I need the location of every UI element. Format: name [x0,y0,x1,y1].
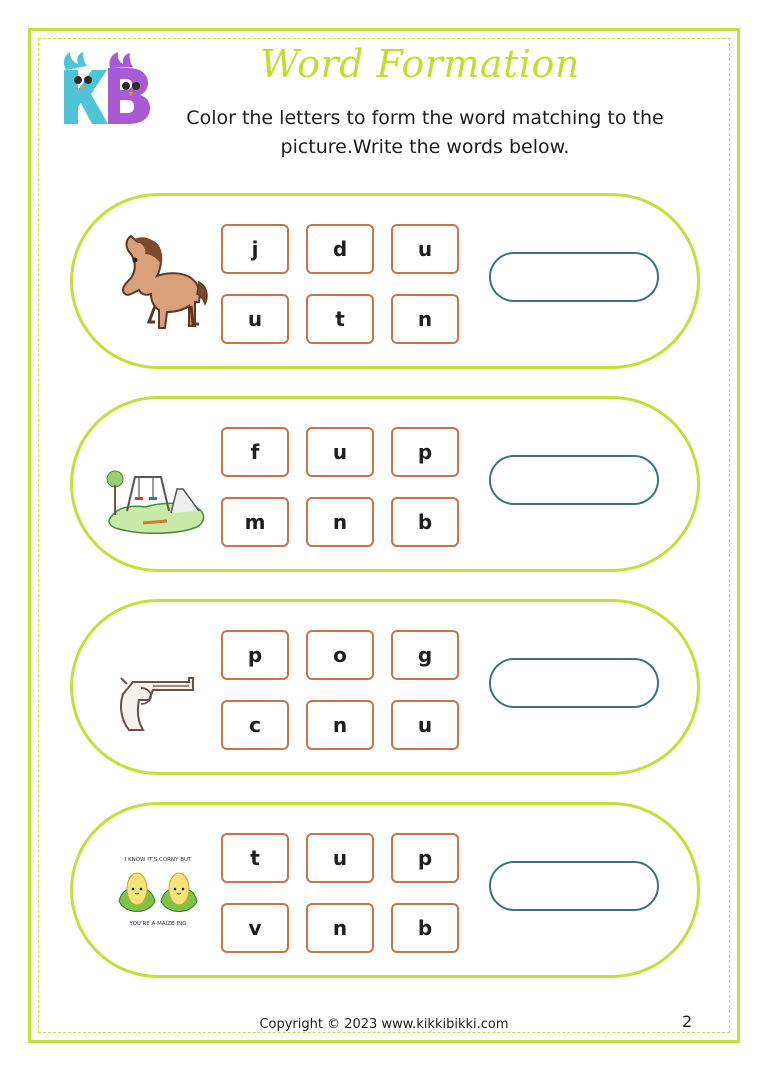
word-row-3 [70,599,700,775]
letter-tile[interactable]: m [221,497,289,547]
letter-tile[interactable]: p [391,833,459,883]
letter-tile[interactable]: t [306,294,374,344]
instructions-line-1: Color the letters to form the word matching to the [186,107,664,129]
letter-tile[interactable]: u [306,427,374,477]
page-number: 2 [682,1012,693,1031]
word-row-2 [70,396,700,572]
corn-caption-bottom: YOU'RE A-MAIZE-ING [129,921,187,927]
instructions-line-2: picture.Write the words below. [280,136,570,158]
letter-tile[interactable]: n [391,294,459,344]
gun-icon [103,630,213,748]
corn-icon [115,867,201,917]
letter-tile[interactable]: f [221,427,289,477]
word-row-4 [70,802,700,978]
letter-tile[interactable]: n [306,700,374,750]
letter-tile[interactable]: u [391,224,459,274]
letter-tile[interactable]: b [391,903,459,953]
corn-caption-top: I KNOW IT'S CORNY BUT [124,857,192,863]
letter-tile[interactable]: b [391,497,459,547]
letter-tile[interactable]: u [306,833,374,883]
corn-picture [103,833,213,951]
letter-tile[interactable]: j [221,224,289,274]
letter-tile[interactable]: d [306,224,374,274]
instructions [150,104,700,162]
kb-logo [54,48,154,132]
answer-box[interactable] [489,252,659,302]
answer-box[interactable] [489,658,659,708]
letter-tile[interactable]: u [221,294,289,344]
answer-box[interactable] [489,455,659,505]
playground-icon [103,427,213,545]
page-title: Word Formation [260,42,580,86]
letter-tile[interactable]: t [221,833,289,883]
letter-tile[interactable]: g [391,630,459,680]
letter-tile[interactable]: u [391,700,459,750]
letter-tile[interactable]: p [221,630,289,680]
horse-icon [103,224,213,342]
answer-box[interactable] [489,861,659,911]
letter-tile[interactable]: v [221,903,289,953]
letter-tile[interactable]: p [391,427,459,477]
word-row-1 [70,193,700,369]
letter-tile[interactable]: o [306,630,374,680]
letter-tile[interactable]: n [306,497,374,547]
letter-tile[interactable]: c [221,700,289,750]
copyright-footer: Copyright © 2023 www.kikkibikki.com [259,1017,509,1032]
letter-tile[interactable]: n [306,903,374,953]
